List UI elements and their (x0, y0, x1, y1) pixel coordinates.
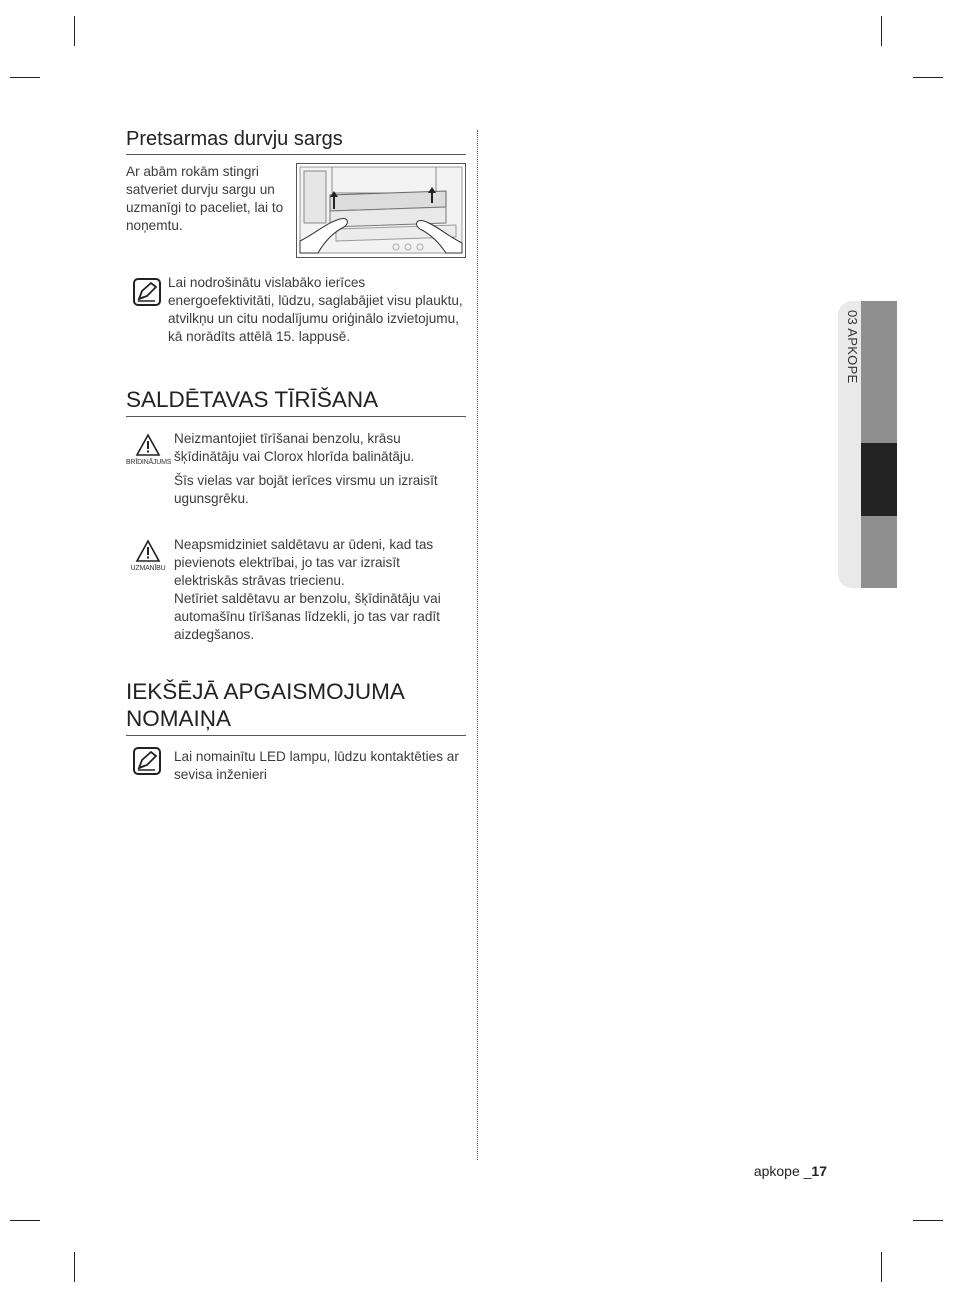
chapter-tab-active-block (861, 443, 897, 516)
crop-mark (881, 1252, 882, 1282)
door-guard-illustration (296, 163, 466, 258)
warning-label: BRĪDINĀJUMS (126, 459, 172, 466)
crop-mark (74, 1252, 75, 1282)
subsection-title: Pretsarmas durvju sargs (126, 128, 466, 155)
page-footer (700, 1163, 827, 1179)
chapter-tab-block (861, 301, 897, 443)
warning-text-1: Neizmantojiet tīrīšanai benzolu, krāsu šķīdinātāju vai Clorox hlorīda balinātāju. (174, 431, 415, 464)
section-title-light-line2: NOMAIŅA (126, 706, 232, 731)
note-pencil-icon (133, 747, 161, 775)
crop-mark (913, 1220, 943, 1221)
caution-text-2: Netīriet saldētavu ar benzolu, šķīdinātāju vai automašīnu tīrīšanas līdzekli, jo tas var radīt aizdegšanos. (174, 591, 441, 642)
caution-label: UZMANĪBU (130, 565, 166, 572)
note-pencil-icon (133, 278, 161, 306)
crop-mark (10, 77, 40, 78)
warning-triangle-icon (126, 432, 170, 472)
warning-text-2: Šīs vielas var bojāt ierīces virsmu un izraisīt ugunsgrēku. (174, 473, 438, 506)
page-number: 17 (811, 1163, 827, 1179)
crop-mark (10, 1220, 40, 1221)
chapter-tab-label: 03 APKOPE (845, 310, 860, 384)
crop-mark (74, 16, 75, 46)
column-divider (477, 130, 478, 1160)
section-title-light-line1: IEKŠĒJĀ APGAISMOJUMA (126, 679, 405, 704)
caution-triangle-icon (126, 538, 170, 578)
section-title-light (126, 678, 466, 736)
caution-text-1: Neapsmidziniet saldētavu ar ūdeni, kad tas pievienots elektrībai, jo tas var izraisīt elektriskās strāvas triecienu. (174, 537, 434, 588)
section-title-cleaning: SALDĒTAVAS TĪRĪŠANA (126, 386, 466, 417)
crop-mark (881, 16, 882, 46)
footer-section: apkope _ (753, 1163, 812, 1179)
note-energy-efficiency: Lai nodrošinātu vislabāko ierīces energoefektivitāti, lūdzu, saglabājiet visu plauktu, atvilkņu un citu nodalījumu oriģinālo izvietojumu, kā norādīts attēlā 15. lappusē. (168, 275, 463, 344)
chapter-tab-block (861, 516, 897, 588)
door-guard-instructions: Ar abām rokām stingri satveriet durvju sargu un uzmanīgi to paceliet, lai to noņemtu. (126, 164, 284, 233)
crop-mark (913, 77, 943, 78)
note-led-lamp: Lai nomainītu LED lampu, lūdzu kontaktēties ar sevisa inženieri (174, 749, 459, 782)
